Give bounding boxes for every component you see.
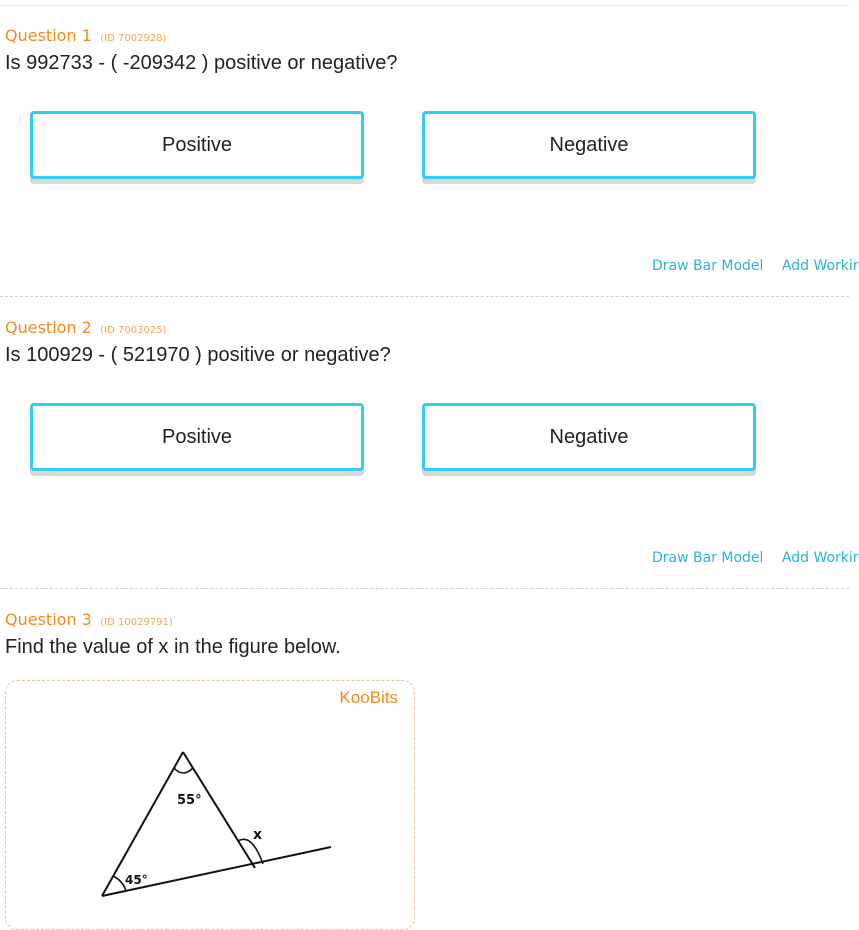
question-text: Is 100929 - ( 521970 ) positive or negative? <box>5 344 391 366</box>
question-1-actions <box>652 258 859 274</box>
koobits-watermark: KooBits <box>339 688 398 707</box>
question-label: Question 1 <box>5 26 92 45</box>
angle-x-label: x <box>253 827 263 843</box>
top-divider <box>0 5 849 6</box>
question-separator <box>0 296 849 297</box>
question-header <box>5 318 166 338</box>
draw-bar-model-link[interactable]: Draw Bar Model <box>652 258 764 274</box>
question-separator <box>0 588 849 589</box>
option-label: Positive <box>161 425 233 448</box>
question-header <box>5 26 166 46</box>
question-label: Question 3 <box>5 610 92 629</box>
base-line <box>102 847 331 896</box>
option-positive[interactable] <box>30 111 364 179</box>
top-angle-arc <box>174 768 193 773</box>
option-positive[interactable] <box>30 403 364 471</box>
option-label: Positive <box>161 133 233 156</box>
option-label: Negative <box>549 133 629 156</box>
option-label: Negative <box>549 425 629 448</box>
add-working-link[interactable]: Add Workir <box>781 550 859 566</box>
question-2-actions <box>652 550 859 566</box>
figure-container <box>5 680 415 930</box>
question-id: (ID 7002928) <box>100 33 167 44</box>
option-negative[interactable] <box>422 111 756 179</box>
question-id: (ID 10029791) <box>100 617 173 628</box>
draw-bar-model-link[interactable]: Draw Bar Model <box>652 550 764 566</box>
triangle-figure <box>6 681 416 915</box>
question-text: Find the value of x in the figure below. <box>5 636 341 658</box>
triangle-right-side <box>183 752 255 868</box>
question-header <box>5 610 173 630</box>
angle-left-label: 45° <box>125 873 148 887</box>
question-label: Question 2 <box>5 318 92 337</box>
question-id: (ID 7003025) <box>100 325 167 336</box>
angle-top-label: 55° <box>177 793 202 808</box>
question-text: Is 992733 - ( -209342 ) positive or negative? <box>5 52 398 74</box>
add-working-link[interactable]: Add Workir <box>781 258 859 274</box>
option-negative[interactable] <box>422 403 756 471</box>
